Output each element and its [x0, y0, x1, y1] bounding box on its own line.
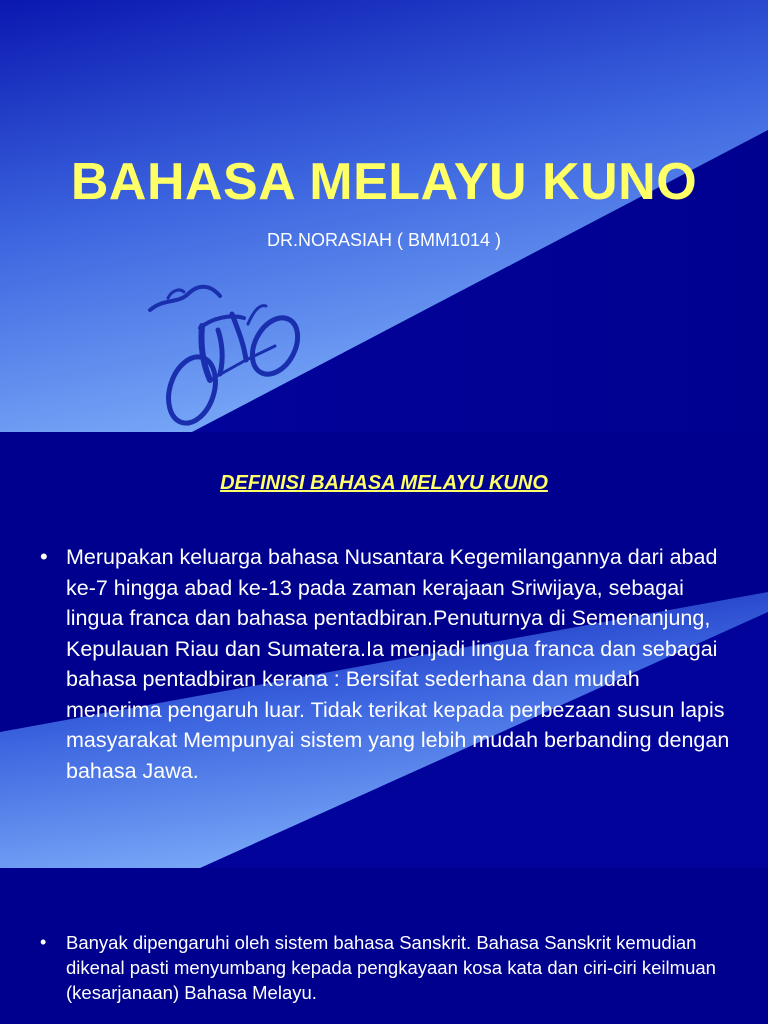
- bullet-marker: •: [40, 932, 47, 952]
- slide-subtitle: DR.NORASIAH ( BMM1014 ): [266, 230, 502, 250]
- definition-slide: [0, 432, 768, 868]
- bullet-marker: •: [40, 544, 48, 569]
- bullet-item: [40, 930, 740, 1005]
- bullet-text: Merupakan keluarga bahasa Nusantara Kegemilangannya dari abad ke-7 hingga abad ke-13 pada zaman kerajaan Sriwijaya, sebagai lingua franca dan bahasa pentadbiran.Penuturnya di Semenanjung, Kepulauan Riau dan Sumatera.Ia menjadi lingua franca dan sebagai bahasa pentadbiran kerana : Bersifat sederhana dan mudah menerima pengaruh luar. Tidak terikat kepada perbezaan susun lapis masyarakat Mempunyai sistem yang lebih mudah berbanding dengan bahasa Jawa.: [66, 545, 730, 783]
- content-slide: [0, 868, 768, 1024]
- cyclist-icon: [140, 270, 305, 430]
- slide-title: BAHASA MELAYU KUNO: [70, 153, 698, 211]
- bullet-item: [40, 542, 740, 786]
- section-heading: DEFINISI BAHASA MELAYU KUNO: [220, 472, 548, 494]
- slide-background: [0, 0, 768, 432]
- bullet-text: Banyak dipengaruhi oleh sistem bahasa Sanskrit. Bahasa Sanskrit kemudian dikenal pasti menyumbang kepada pengkayaan kosa kata dan ciri-ciri keilmuan (kesarjanaan) Bahasa Melayu.: [66, 932, 716, 1003]
- title-slide: [0, 0, 768, 432]
